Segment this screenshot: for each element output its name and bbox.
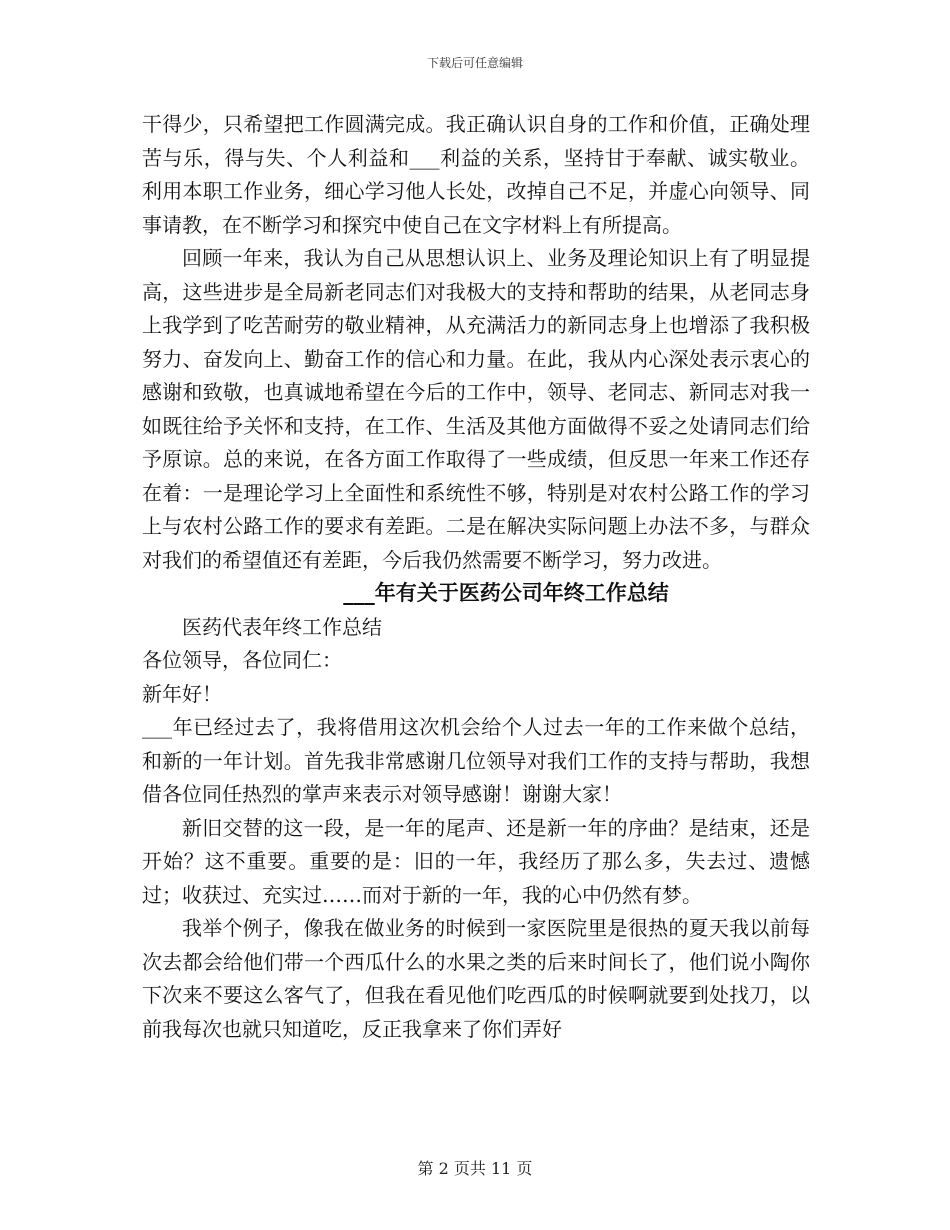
section-title: ___年有关于医药公司年终工作总结 <box>343 581 669 605</box>
document-body <box>142 108 810 1046</box>
greeting: 新年好！ <box>142 681 222 706</box>
page-header: 下载后可任意编辑 <box>426 56 523 70</box>
salutation: 各位领导，各位同仁： <box>142 648 342 672</box>
paragraph-example: 我举个例子，像我在做业务的时候到一家医院里是很热的夏天我以前每次去都会给他们带一个西瓜什么的水果之类的后来时间长了，他们说小陶你下次来不要这么客气了，但我在看见他们吃西瓜的时候啊就要到处找刀，以前我每次也就只知道吃，反正我拿来了你们弄好 <box>142 916 810 1041</box>
paragraph-transition: 新旧交替的这一段，是一年的尾声、还是新一年的序曲？是结束，还是开始？这不重要。重要的是：旧的一年，我经历了那么多，失去过、遗憾过；收获过、充实过……而对于新的一年，我的心中仍然有梦。 <box>142 815 810 907</box>
paragraph-intro: ___年已经过去了，我将借用这次机会给个人过去一年的工作来做个总结，和新的一年计划。首先我非常感谢几位领导对我们工作的支持与帮助，我想借各位同任热烈的掌声来表示对领导感谢！谢谢大家！ <box>142 715 810 806</box>
page-footer: 第 2 页共 11 页 <box>417 1159 533 1178</box>
subtitle: 医药代表年终工作总结 <box>182 614 382 639</box>
paragraph-continuation: 干得少，只希望把工作圆满完成。我正确认识自身的工作和价值，正确处理苦与乐，得与失、个人利益和___利益的关系，坚持甘于奉献、诚实敬业。利用本职工作业务，细心学习他人长处，改掉自己不足，并虚心向领导、同事请教，在不断学习和探究中使自己在文字材料上有所提高。 <box>142 112 810 237</box>
paragraph-review: 回顾一年来，我认为自己从思想认识上、业务及理论知识上有了明显提高，这些进步是全局新老同志们对我极大的支持和帮助的结果，从老同志身上我学到了吃苦耐劳的敬业精神，从充满活力的新同志身上也增添了我积极努力、奋发向上、勤奋工作的信心和力量。在此，我从内心深处表示衷心的感谢和致敬，也真诚地希望在今后的工作中，领导、老同志、新同志对我一如既往给予关怀和支持，在工作、生活及其他方面做得不妥之处请同志们给予原谅。总的来说，在各方面工作取得了一些成绩，但反思一年来工作还存在着：一是理论学习上全面性和系统性不够，特别是对农村公路工作的学习上与农村公路工作的要求有差距。二是在解决实际问题上办法不多，与群众对我们的希望值还有差距，今后我仍然需要不断学习，努力改进。 <box>142 246 810 572</box>
